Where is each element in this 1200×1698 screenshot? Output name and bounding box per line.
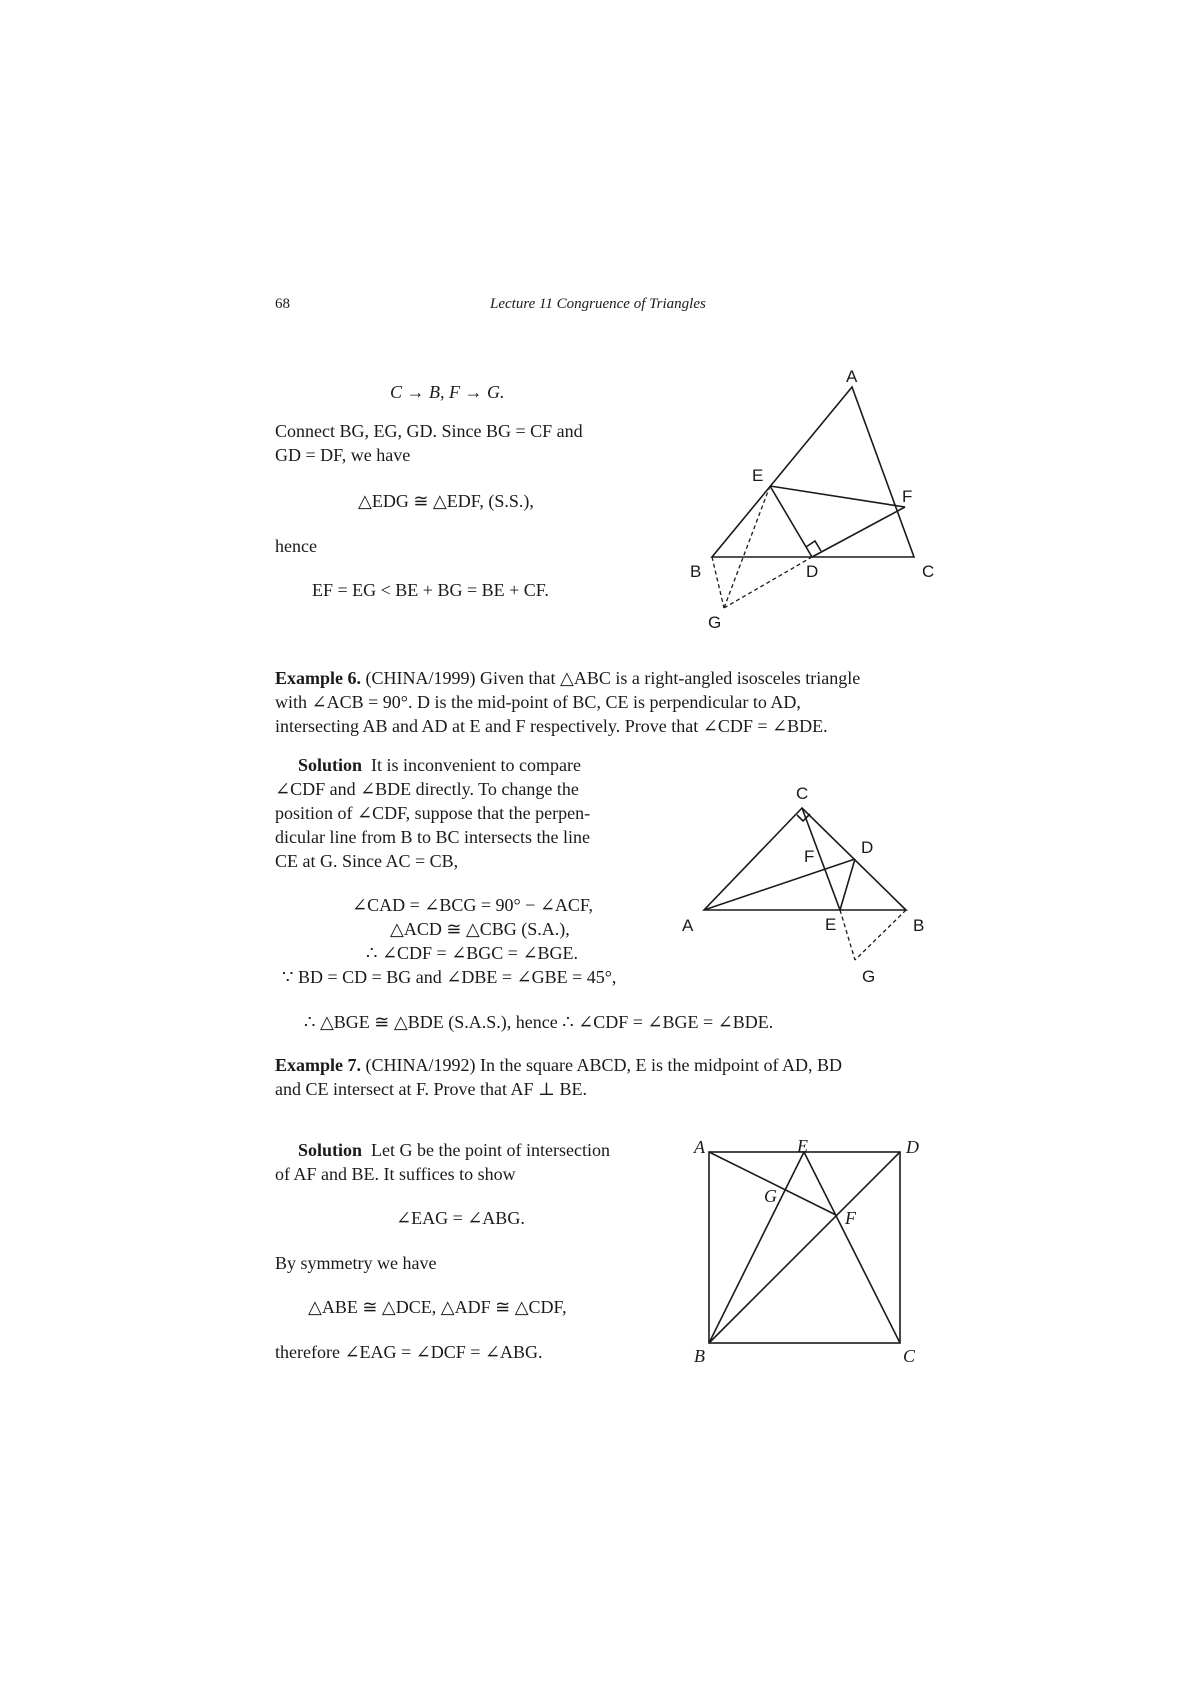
fig2-label-E: E [825,915,837,934]
fig3-lines [709,1152,900,1343]
page-number: 68 [275,296,290,312]
fig1-label-E: E [752,466,764,485]
solution-6-eq-4: ∵ BD = CD = BG and ∠DBE = ∠GBE = 45°, [282,967,617,987]
fig3-label-C: C [903,1346,916,1366]
solution-7-heading: Solution [298,1140,363,1160]
fig2-label-C: C [796,784,809,803]
text-line: Connect BG, EG, GD. Since BG = CF and [275,421,583,441]
fig1-label-C: C [922,562,935,581]
fig1-label-B: B [690,562,702,581]
solution-6-eq-1: ∠CAD = ∠BCG = 90° − ∠ACF, [352,895,593,915]
fig2-label-B: B [913,916,925,935]
example-7-line-2: and CE intersect at F. Prove that AF ⊥ BE. [275,1079,587,1099]
solution-6-eq-2: △ACD ≅ △CBG (S.A.), [390,919,570,939]
solution-6-heading: Solution [298,755,363,775]
running-title: Lecture 11 Congruence of Triangles [490,296,706,312]
fig3-label-F: F [845,1208,856,1228]
fig2-label-D: D [861,838,874,857]
solution-7-line-3: By symmetry we have [275,1253,437,1273]
solution-6-line-3: position of ∠CDF, suppose that the perpen- [275,803,591,823]
solution-6-line-4: dicular line from B to BC intersects the line [275,827,590,847]
example-7-text: (CHINA/1992) In the square ABCD, E is the midpoint of AD, BD [365,1055,842,1075]
fig2-label-F: F [804,847,815,866]
fig3-label-G: G [764,1186,777,1206]
fig3-label-B: B [694,1346,705,1366]
example-6-line-3: intersecting AB and AD at E and F respectively. Prove that ∠CDF = ∠BDE. [275,716,828,736]
fig1-label-A: A [846,367,858,386]
solution-6-eq-5: ∴ △BGE ≅ △BDE (S.A.S.), hence ∴ ∠CDF = ∠BGE = ∠BDE. [304,1012,774,1032]
text-line: hence [275,536,317,556]
solution-7-eq-2: △ABE ≅ △DCE, △ADF ≅ △CDF, [308,1297,567,1317]
solution-7-text: Let G be the point of intersection [371,1140,610,1160]
text-line: GD = DF, we have [275,445,411,465]
fig3-label-E: E [797,1136,808,1156]
solution-7-line-2: of AF and BE. It suffices to show [275,1164,516,1184]
solution-7-line-4: therefore ∠EAG = ∠DCF = ∠ABG. [275,1342,543,1362]
fig2-label-A: A [682,916,694,935]
fig3-label-A: A [694,1137,705,1157]
solution-6-eq-3: ∴ ∠CDF = ∠BGC = ∠BGE. [366,943,579,963]
fig2-label-G: G [862,967,876,986]
example-6-line-2: with ∠ACB = 90°. D is the mid-point of BC, CE is perpendicular to AD, [275,692,801,712]
example-6-text: (CHINA/1999) Given that △ABC is a right-angled isosceles triangle [365,668,861,688]
solution-6-line-2: ∠CDF and ∠BDE directly. To change the [275,779,579,799]
equation: EF = EG < BE + BG = BE + CF. [312,580,549,600]
solution-7-eq-1: ∠EAG = ∠ABG. [396,1208,525,1228]
fig3-label-D: D [906,1137,919,1157]
equation: △EDG ≅ △EDF, (S.S.), [358,491,534,511]
fig1-label-F: F [902,487,913,506]
solution-6-text: It is inconvenient to compare [371,755,581,775]
fig1-label-G: G [708,613,722,632]
mapping-line: C → B, F → G. [390,382,505,402]
example-6-heading: Example 6. [275,668,362,688]
solution-6-line-5: CE at G. Since AC = CB, [275,851,459,871]
example-7-heading: Example 7. [275,1055,362,1075]
fig1-label-D: D [806,562,819,581]
